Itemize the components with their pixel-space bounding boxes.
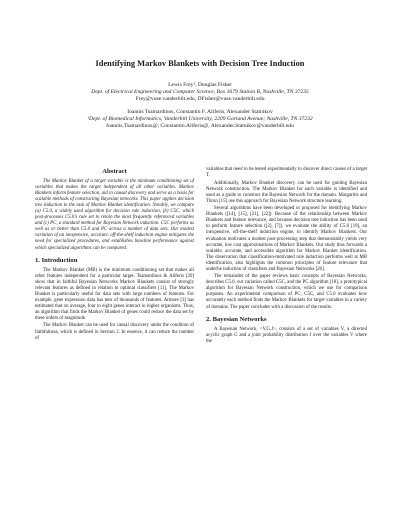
abstract-heading: Abstract	[102, 168, 127, 175]
author-affiliation: ¹Dept. of Biomedical Informatics, Vanderbilt University, 2209 Garland Avenue; Nashville, TN 37232	[87, 116, 313, 123]
author-block-2	[30, 109, 370, 130]
author-email: Frey@vuse.vanderbilt.edu, DFisher@vuse.vanderbilt.edu	[135, 96, 265, 103]
author-affiliation: Dept. of Electrical Engineering and Computer Science, Box 1679 Station B, Nashville, TN 37235	[91, 89, 309, 96]
body-paragraph: Additionally, Markov Blanket discovery can be used for guiding Bayesian Network construction. The Markov Blanket for each variable is identified and used as a guide to construct the Bayesian Network for the domain. Margaritis and Thrun [15] use this approach for Bayesian Network structure learning.	[206, 180, 367, 204]
author-email: Ioannis.Tsamardinos@, Constantin.Aliferis@, Alexander.Statnikov@vanderbilt.edu	[106, 123, 294, 130]
right-column	[206, 167, 367, 345]
body-paragraph: Several algorithms have been developed or proposed for identifying Markov Blankets ([14], [15], [21], [22]). Because of the relationship between Markov Blankets and feature relevance, and because decision tree induction has been used to perform feature selection ([2], [7]), we evaluate the ability of C5.0 [19], an inexpensive, off-the-shelf induction engine, to identify Markov Blankets. Our evaluation motivates a modest post-processing step that demonstrably yields very accurate, low cost approximations of Markov Blankets. Our study thus forwards a scalable, accurate, and accessible algorithm for Markov Blanket identification. The observation that classification-motivated rule induction performs well at MB identification, also highlights the common principles of feature relevance that underlie induction of classifiers and Bayesian Networks [20].	[206, 206, 367, 272]
author-block-1	[30, 82, 370, 103]
author-names: Ioannis Tsamardinos, Constantin F. Aliferis, Alexander Statnikov	[127, 109, 273, 115]
body-paragraph: The remainder of the paper reviews basic concepts of Bayesian Networks, describes C5.0, our variation called C5C, and the PC algorithm [18], a prototypical algorithm for Bayesian Network construction, which we use for comparison purposes. An experimental comparison of PC, C5C, and C5.0 evaluates how accurately each method finds the Markov Blankets for target variables in a variety of domains. The paper concludes with a discussion of the results.	[206, 274, 367, 310]
section-heading: 2. Bayesian Networks	[206, 315, 267, 323]
body-paragraph: The Markov Blanket can be used for causal discovery under the condition of faithfulness, which is defined in Section 2. In essence, it can reduce the number of	[35, 323, 194, 341]
body-paragraph: variables that need to be tested experimentally to discover direct causes of a target T.	[206, 167, 367, 179]
author-names: Lewis Frey¹, Douglas Fisher	[168, 82, 232, 88]
body-paragraph: A Bayesian Network, <V,G,J>, consists of a set of variables V, a directed acyclic graph G and a joint probability distribution J over the variables V where the	[206, 326, 367, 344]
left-column	[35, 167, 194, 342]
section-heading: 1. Introduction	[35, 256, 78, 264]
paper-title: Identifying Markov Blankets with Decision Tree Induction	[95, 59, 305, 68]
body-paragraph: The Markov Blanket (MB) is the minimum conditioning set that makes all other features independent for a particular target. Tsamardinos & Aliferis [20] show that in faithful Bayesian Networks Markov Blankets consist of strongly relevant features as defined in relation to optimal classifiers [11]. The Markov Blanket is particularly useful for data sets with large numbers of features. For example, gene expression data has tens of thousands of features. Armore [3] has estimated that on average, four to eight genes interact in higher organisms. Thus, an algorithm that finds the Markov Blanket of genes could reduce the data set by three orders of magnitude.	[35, 267, 194, 321]
abstract-text: The Markov Blanket of a target variable is the minimum conditioning set of variables that makes the target independent of all other variables. Markov Blankets inform feature selection, aid in causal discovery and serve as a basis for scalable methods of constructing Bayesian networks. This paper applies decision tree induction to the task of Markov Blanket identification. Notably, we compare (a) C5.0, a widely used algorithm for decision rule induction, (b) C5C, which post-processes C5.0's rule set to retain the most frequently referenced variables and (c) PC, a standard method for Bayesian Network induction. C5C performs as well as or better than C5.0 and PC across a number of data sets. Our modest variation of an inexpensive, accurate, off-the-shelf induction engine mitigates the need for specialized procedures, and establishes baseline performance against which specialized algorithms can be compared.	[35, 179, 194, 251]
